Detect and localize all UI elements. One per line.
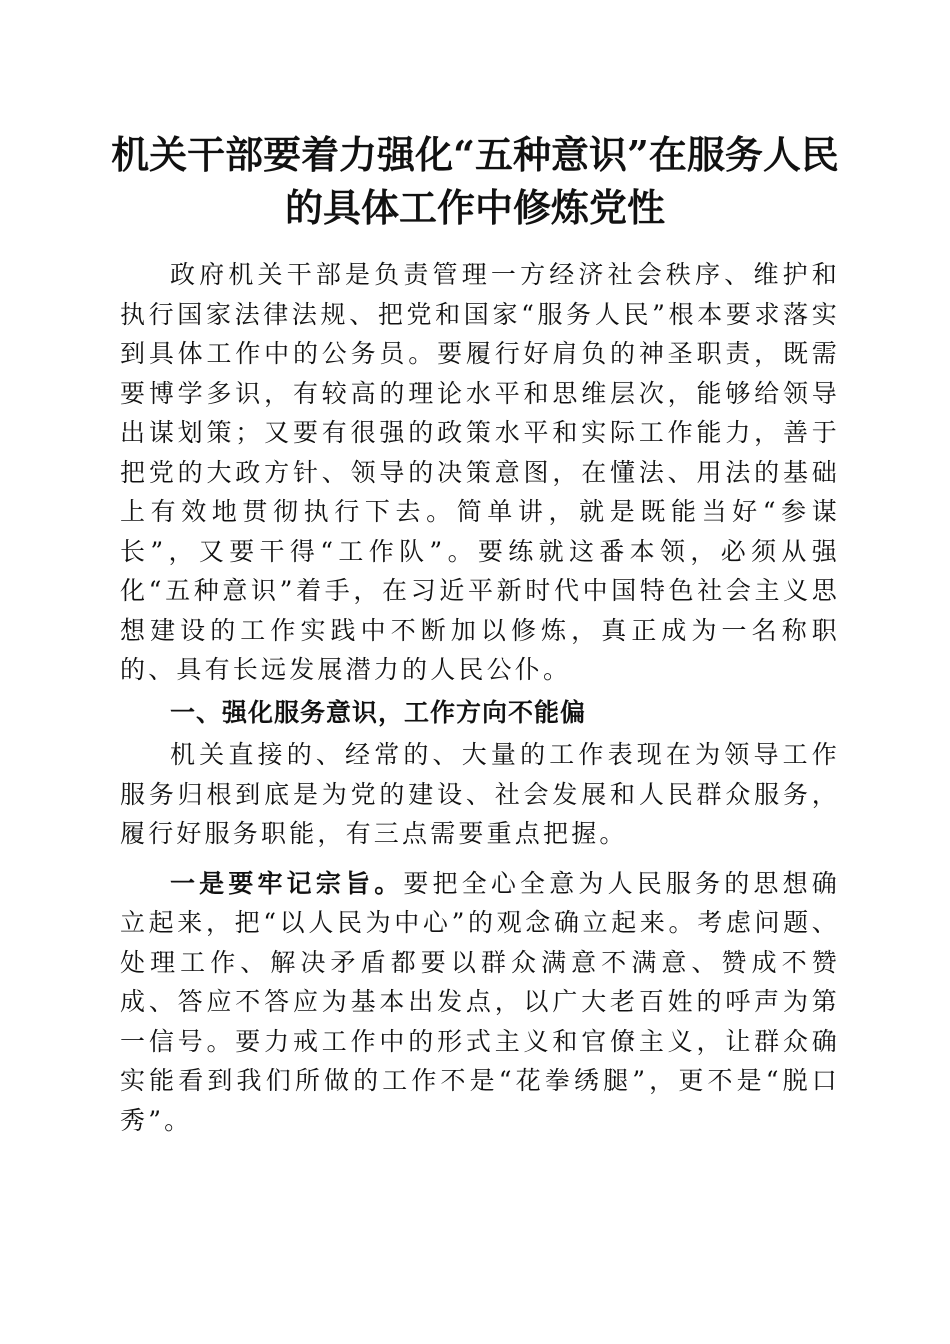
document-title [100,128,850,234]
paragraph-gap [120,854,840,864]
title-line-2: 的具体工作中修炼党性 [284,185,665,230]
document-body [120,255,840,1140]
intro-paragraph: 政府机关干部是负责管理一方经济社会秩序、维护和执行国家法律法规、把党和国家“服务人民”根本要求落实到具体工作中的公务员。要履行好肩负的神圣职责，既需要博学多识，有较高的理论水平和思维层次，能够给领导出谋划策；又要有很强的政策水平和实际工作能力，善于把党的大政方针、领导的决策意图，在懂法、用法的基础上有效地贯彻执行下去。简单讲，就是既能当好“参谋长”，又要干得“工作队”。要练就这番本领，必须从强化“五种意识”着手，在习近平新时代中国特色社会主义思想建设的工作实践中不断加以修炼，真正成为一名称职的、具有长远发展潜力的人民公仆。 [120,260,840,684]
section-heading-1: 一、强化服务意识，工作方向不能偏 [170,697,587,727]
title-line-1: 机关干部要着力强化“五种意识”在服务人民 [111,132,839,177]
point-1-lead: 一是要牢记宗旨。 [170,868,404,898]
point-1-text: 要把全心全意为人民服务的思想确立起来，把“以人民为中心”的观念确立起来。考虑问题、处理工作、解决矛盾都要以群众满意不满意、赞成不赞成、答应不答应为基本出发点，以广大老百姓的呼声为第一信号。要力戒工作中的形式主义和官僚主义，让群众确实能看到我们所做的工作不是“花拳绣腿”，更不是“脱口秀”。 [120,868,840,1135]
section-1-paragraph: 机关直接的、经常的、大量的工作表现在为领导工作服务归根到底是为党的建设、社会发展和人民群众服务，履行好服务职能，有三点需要重点把握。 [120,740,840,848]
point-1-paragraph [120,864,840,1141]
